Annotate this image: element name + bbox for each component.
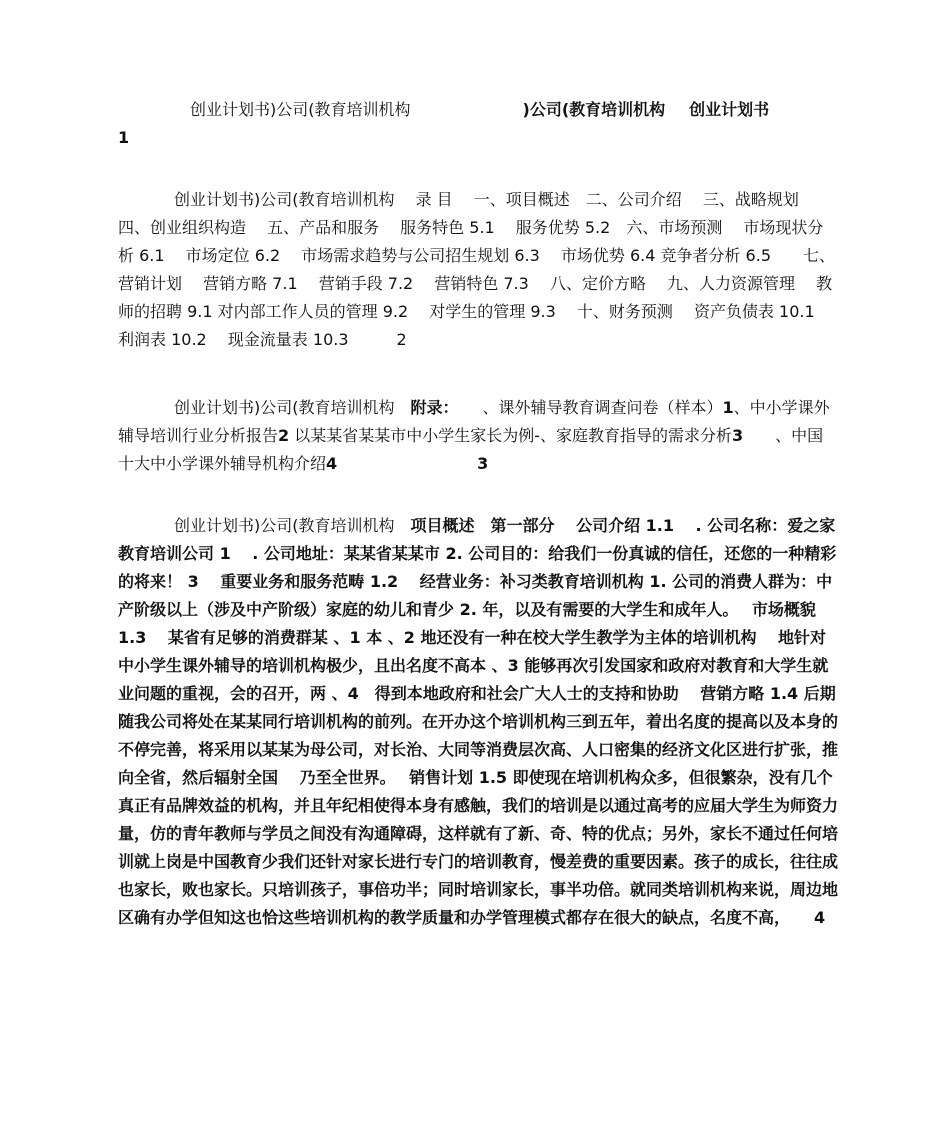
appendix-item-2: 、中小学课外辅导培训行业分析报告 <box>118 398 830 445</box>
appendix-paragraph <box>118 394 838 478</box>
header-line <box>118 96 838 152</box>
header-left-text: 创业计划书)公司(教育培训机构 <box>190 100 411 119</box>
appendix-number-3: 3 <box>732 426 744 445</box>
toc-text: 创业计划书)公司(教育培训机构 录 目 一、项目概述 二、公司介绍 三、战略规划 四、创业组织构造 五、产品和服务 服务特色 5.1 服务优势 5.2 六、市场预测 市场现状分析 6.1 市场定位 6.2 市场需求趋势与公司招生规划 6.3 市场优势 6.4 竞争者分析 6.5 七、营销计划 营销方略 7.1 营销手段 7.2 营销特色 7.3 八、定价方略 九、人力资源管理 教师的招聘 9.1 对内部工作人员的管理 9.2 对学生的管理 9.3 十、财务预测 资产负债表 10.1 利润表 10.2 现金流量表 10.3 2 <box>118 190 836 349</box>
body-lead: 创业计划书)公司(教育培训机构 <box>174 516 411 535</box>
header-title: 创业计划书 <box>689 100 770 119</box>
appendix-number-1: 1 <box>722 398 734 417</box>
body-text: 项目概述 第一部分 公司介绍 1.1 . 公司名称：爱之家教育培训公司 1 . 公司地址：某某省某某市 2. 公司目的：给我们一份真诚的信任，还您的一种精彩的将来！ 3 重要业务和服务范畴 1.2 经营业务：补习类教育培训机构 1. 公司的消费人群为：中产阶级以上（涉及中产阶级）家庭的幼儿和青少 2. 年，以及有需要的大学生和成年人。 市场概貌 1.3 某省有足够的消费群某 、1 本 、2 地还没有一种在校大学生教学为主体的培训机构 地针对中小学生课外辅导的培训机构极少，且出名度不高本 、3 能够再次引发国家和政府对教育和大学生就业问题的重视，会的召开，两 、4 得到本地政府和社会广大人士的支持和协助 营销方略 1.4 后期随我公司将处在某某同行培训机构的前列。在开办这个培训机构三到五年，着出名度的提高以及本身的不停完善，将采用以某某为母公司，对长治、大同等消费层次高、人口密集的经济文化区进行扩张，推向全省，然后辐射全国 乃至全世界。 销售计划 1.5 即使现在培训机构众多，但很繁杂，没有几个真正有品牌效益的机构，并且年纪相使得本身有感触，我们的培训是以通过高考的应届大学生为师资力量，仿的青年教师与学员之间没有沟通障碍，这样就有了新、奇、特的优点；另外，家长不通过任何培训就上岗是中国教育少我们还针对家长进行专门的培训教育，慢差费的重要因素。孩子的成长，往往成也家长，败也家长。只培训孩子，事倍功半；同时培训家长，事半功倍。就同类培训机构来说，周边地区确有办学但知这也恰这些培训机构的教学质量和办学管理模式都存在很大的缺点，名度不高， 4 <box>118 516 839 927</box>
page-number: 1 <box>118 128 130 147</box>
appendix-item-1: 、课外辅导教育调查问卷（样本） <box>450 398 723 417</box>
toc-paragraph <box>118 186 838 354</box>
appendix-item-3: 以某某省某某市中小学生家长为例-、家庭教育指导的需求分析 <box>289 426 733 445</box>
page-number: 3 <box>477 454 489 473</box>
appendix-number-4: 4 <box>326 454 338 473</box>
appendix-lead: 创业计划书)公司(教育培训机构 <box>174 398 411 417</box>
header-right-text: )公司(教育培训机构 <box>522 100 666 119</box>
body-paragraph <box>118 512 838 932</box>
appendix-label: 附录： <box>410 398 451 417</box>
appendix-item-4: 、中国十大中小学课外辅导机构介绍 <box>118 426 824 473</box>
appendix-number-2: 2 <box>278 426 290 445</box>
